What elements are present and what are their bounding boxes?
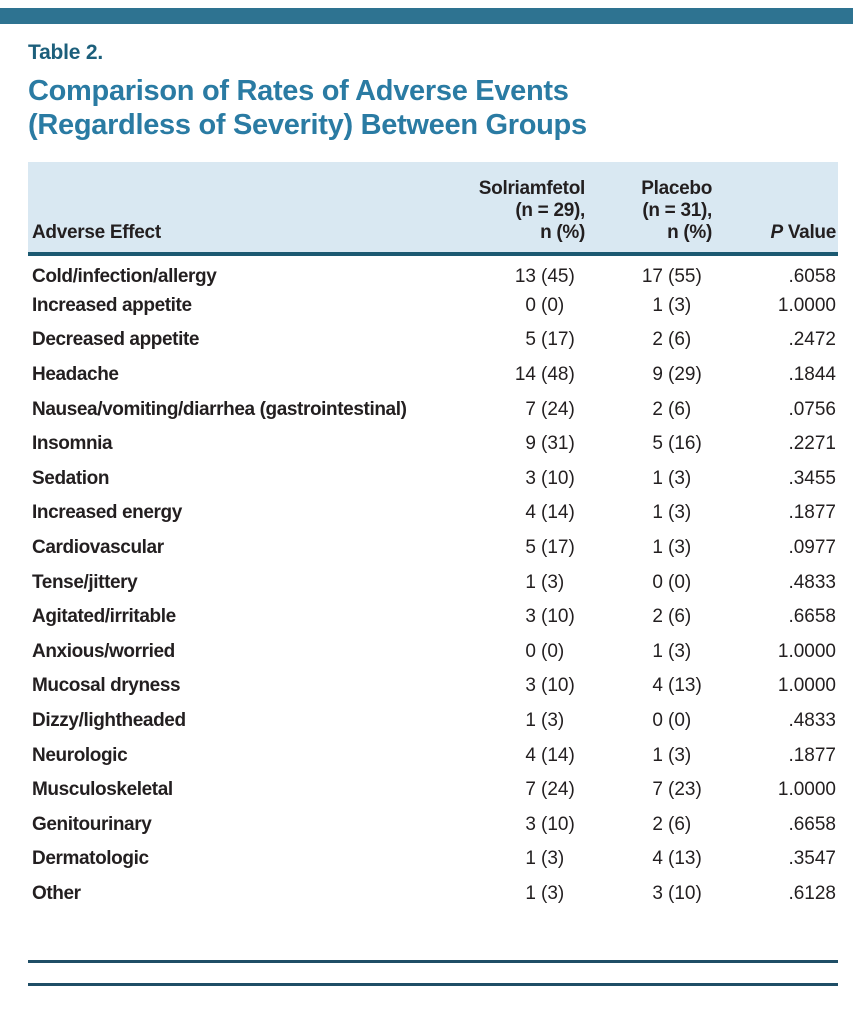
table-row: [28, 704, 838, 739]
adverse-effect-cell: Genitourinary: [32, 813, 152, 835]
pvalue-cell: .6128: [788, 882, 836, 904]
table-row: [28, 289, 838, 324]
adverse-effect-cell: Dizzy/lightheaded: [32, 710, 186, 732]
table-row: [28, 842, 838, 877]
pvalue-cell: .4833: [788, 710, 836, 732]
solriamfetol-cell: 5 (17): [525, 329, 575, 351]
adverse-effect-cell: Cold/infection/allergy: [32, 265, 217, 287]
pvalue-cell: 1.0000: [777, 294, 836, 316]
table-label: Table 2.: [28, 41, 104, 64]
solriamfetol-cell: 9 (31): [525, 433, 575, 455]
column-header-adverse-effect: Adverse Effect: [28, 162, 368, 254]
placebo-cell: 0 (0): [652, 571, 692, 593]
pvalue-cell: 1.0000: [777, 779, 836, 801]
table-row: [28, 877, 838, 912]
pvalue-cell: .2271: [788, 433, 836, 455]
table-row: [28, 531, 838, 566]
placebo-cell: 1 (3): [652, 537, 692, 559]
solriamfetol-cell: 5 (17): [525, 537, 575, 559]
table-row: [28, 635, 838, 670]
placebo-cell: 1 (3): [652, 294, 692, 316]
pvalue-cell: .6058: [788, 265, 836, 287]
solriamfetol-cell: 0 (0): [525, 294, 565, 316]
placebo-cell: 4 (13): [652, 848, 702, 870]
table-row: [28, 600, 838, 635]
placebo-cell: 1 (3): [652, 467, 692, 489]
adverse-effect-cell: Headache: [32, 364, 119, 386]
adverse-effect-cell: Dermatologic: [32, 848, 149, 870]
bottom-rule-1: [28, 960, 838, 963]
solriamfetol-cell: 13 (45): [514, 265, 575, 287]
solriamfetol-cell: 1 (3): [525, 571, 565, 593]
adverse-effect-cell: Insomnia: [32, 433, 113, 455]
placebo-cell: 2 (6): [652, 398, 692, 420]
pvalue-cell: .2472: [788, 329, 836, 351]
adverse-effect-cell: Increased energy: [32, 502, 182, 524]
solriamfetol-cell: 1 (3): [525, 848, 565, 870]
column-header-solriamfetol: Solriamfetol (n = 29), n (%): [368, 162, 585, 254]
pvalue-cell: .1844: [788, 364, 836, 386]
accent-top-bar: [0, 8, 853, 24]
solriamfetol-cell: 14 (48): [514, 364, 575, 386]
table-row: [28, 565, 838, 600]
solriamfetol-cell: 7 (24): [525, 398, 575, 420]
table-row: [28, 738, 838, 773]
adverse-effect-cell: Other: [32, 882, 81, 904]
table-row: [28, 254, 838, 289]
placebo-cell: 9 (29): [652, 364, 702, 386]
pvalue-cell: .6658: [788, 813, 836, 835]
placebo-cell: 17 (55): [641, 265, 702, 287]
solriamfetol-cell: 3 (10): [525, 813, 575, 835]
column-header-p-value: P Value: [712, 162, 838, 254]
solriamfetol-cell: 3 (10): [525, 467, 575, 489]
adverse-effect-cell: Agitated/irritable: [32, 606, 176, 628]
placebo-cell: 1 (3): [652, 640, 692, 662]
placebo-cell: 3 (10): [652, 882, 702, 904]
table-row: [28, 807, 838, 842]
bottom-rule-2: [28, 983, 838, 986]
solriamfetol-cell: 0 (0): [525, 640, 565, 662]
placebo-cell: 1 (3): [652, 502, 692, 524]
table-row: [28, 323, 838, 358]
solriamfetol-cell: 3 (10): [525, 606, 575, 628]
adverse-effect-cell: Musculoskeletal: [32, 779, 173, 801]
pvalue-cell: .1877: [788, 502, 836, 524]
adverse-events-table: [28, 162, 838, 911]
table-row: [28, 358, 838, 393]
pvalue-cell: .1877: [788, 744, 836, 766]
pvalue-cell: .3455: [788, 467, 836, 489]
placebo-cell: 7 (23): [652, 779, 702, 801]
adverse-effect-cell: Neurologic: [32, 744, 128, 766]
table-body: [28, 254, 838, 911]
figure-content: [0, 41, 853, 986]
pvalue-cell: .4833: [788, 571, 836, 593]
placebo-cell: 2 (6): [652, 606, 692, 628]
solriamfetol-cell: 4 (14): [525, 502, 575, 524]
placebo-cell: 2 (6): [652, 329, 692, 351]
adverse-effect-cell: Tense/jittery: [32, 571, 138, 593]
pvalue-cell: 1.0000: [777, 640, 836, 662]
page-title-line-1: Comparison of Rates of Adverse Events: [28, 75, 569, 107]
solriamfetol-cell: 1 (3): [525, 882, 565, 904]
adverse-effect-cell: Increased appetite: [32, 294, 192, 316]
table-header: [28, 162, 838, 254]
page-title-line-2: (Regardless of Severity) Between Groups: [28, 109, 587, 142]
bottom-rules: [28, 960, 838, 986]
table-row: [28, 462, 838, 497]
adverse-effect-cell: Sedation: [32, 467, 110, 489]
solriamfetol-cell: 4 (14): [525, 744, 575, 766]
table-row: [28, 427, 838, 462]
pvalue-cell: .0977: [788, 537, 836, 559]
adverse-effect-cell: Anxious/worried: [32, 640, 175, 662]
adverse-effect-cell: Mucosal dryness: [32, 675, 181, 697]
placebo-cell: 0 (0): [652, 710, 692, 732]
pvalue-cell: .3547: [788, 848, 836, 870]
placebo-cell: 2 (6): [652, 813, 692, 835]
pvalue-cell: 1.0000: [777, 675, 836, 697]
pvalue-cell: .0756: [788, 398, 836, 420]
solriamfetol-cell: 7 (24): [525, 779, 575, 801]
adverse-effect-cell: Cardiovascular: [32, 537, 164, 559]
table-row: [28, 773, 838, 808]
solriamfetol-cell: 3 (10): [525, 675, 575, 697]
pvalue-cell: .6658: [788, 606, 836, 628]
table-row: [28, 392, 838, 427]
placebo-cell: 1 (3): [652, 744, 692, 766]
table-row: [28, 496, 838, 531]
adverse-effect-cell: Decreased appetite: [32, 329, 200, 351]
page-title: [28, 74, 838, 142]
placebo-cell: 5 (16): [652, 433, 702, 455]
table-row: [28, 669, 838, 704]
solriamfetol-cell: 1 (3): [525, 710, 565, 732]
placebo-cell: 4 (13): [652, 675, 702, 697]
column-header-placebo: Placebo (n = 31), n (%): [585, 162, 712, 254]
adverse-effect-cell: Nausea/vomiting/diarrhea (gastrointestinal): [32, 398, 407, 420]
